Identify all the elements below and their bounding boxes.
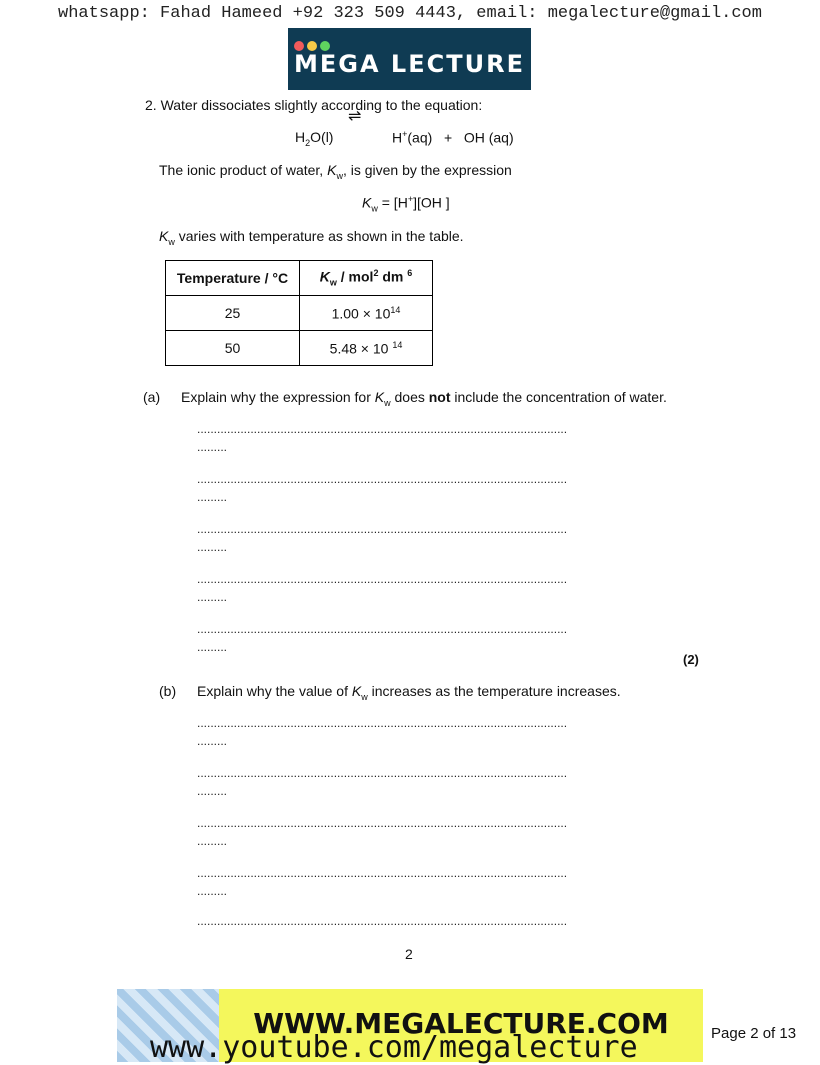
- eq-reactant-sub: 2: [305, 137, 311, 148]
- header-kw: [300, 261, 433, 296]
- header-temperature: Temperature / °C: [166, 261, 300, 296]
- table-row: [166, 331, 433, 366]
- equation-products: [392, 129, 514, 146]
- eq-product1-sup: +: [402, 129, 408, 139]
- part-b-sub: w: [361, 691, 368, 702]
- answer-line[interactable]: ...............................................................................................................: [197, 422, 568, 436]
- answer-line-tail: .........: [197, 784, 228, 798]
- kw-expr-sub: w: [371, 203, 378, 214]
- table-row: [166, 296, 433, 331]
- varies-k: K: [159, 228, 169, 244]
- part-b-pre: Explain why the value of: [197, 683, 352, 699]
- cell-kw: [300, 296, 433, 331]
- kw-varies-text: [159, 228, 464, 247]
- equilibrium-arrow-icon: ⇌: [348, 108, 362, 125]
- answer-line-tail: .........: [197, 490, 228, 504]
- header-kw-rest: / mol: [336, 268, 374, 285]
- kw-expr-end: ][OH ]: [413, 194, 450, 211]
- youtube-link[interactable]: www.youtube.com/megalecture: [150, 1030, 638, 1065]
- varies-rest: varies with temperature as shown in the table.: [174, 228, 464, 244]
- part-b-k: K: [351, 683, 362, 699]
- eq-product2-tail: (aq): [488, 129, 514, 146]
- page-of-total: Page 2 of 13: [711, 1025, 797, 1042]
- eq-product1-tail: (aq): [407, 129, 433, 146]
- mega-lecture-logo: [288, 28, 531, 90]
- cell-kw-main: 5.48 × 10: [329, 340, 389, 357]
- part-a-question: [181, 389, 667, 408]
- answer-line[interactable]: ...............................................................................................................: [197, 866, 568, 880]
- eq-reactant-h: H: [295, 129, 306, 145]
- answer-line-tail: .........: [197, 540, 228, 554]
- cell-temp: 25: [166, 296, 300, 331]
- header-kw-sup2: 6: [407, 268, 413, 279]
- header-kw-k: K: [319, 268, 330, 285]
- header-kw-unit: dm: [378, 268, 404, 285]
- cell-kw-exp: 14: [392, 339, 403, 350]
- logo-text: MEGA LECTURE: [294, 50, 525, 78]
- ionic-k: K: [327, 162, 337, 178]
- part-a-mid: does: [390, 389, 429, 405]
- cell-kw: [300, 331, 433, 366]
- ionic-post: , is given by the expression: [342, 162, 512, 178]
- header-kw-sub: w: [329, 277, 337, 288]
- answer-line[interactable]: ...............................................................................................................: [197, 572, 568, 586]
- answer-line-tail: .........: [197, 440, 228, 454]
- answer-line[interactable]: ...............................................................................................................: [197, 622, 568, 636]
- part-b-question: [197, 683, 621, 702]
- answer-line-tail: .........: [197, 834, 228, 848]
- part-a-pre: Explain why the expression for: [181, 389, 375, 405]
- eq-product2: OH: [463, 129, 485, 146]
- answer-line-tail: .........: [197, 590, 228, 604]
- answer-line[interactable]: ...............................................................................................................: [197, 522, 568, 536]
- part-a-post: include the concentration of water.: [450, 389, 667, 405]
- cell-kw-exp: 14: [390, 304, 401, 315]
- part-a-sub: w: [384, 397, 391, 408]
- answer-line[interactable]: ...............................................................................................................: [197, 816, 568, 830]
- answer-line-tail: .........: [197, 734, 228, 748]
- part-b-post: increases as the temperature increases.: [367, 683, 621, 699]
- eq-plus: +: [443, 129, 453, 146]
- part-a-bold: not: [428, 389, 451, 405]
- answer-line[interactable]: ...............................................................................................................: [197, 766, 568, 780]
- cell-temp: 50: [166, 331, 300, 366]
- answer-line[interactable]: ...............................................................................................................: [197, 716, 568, 730]
- part-b-label: (b): [159, 683, 177, 699]
- part-a-label: (a): [143, 389, 161, 405]
- website-link[interactable]: WWW.MEGALECTURE.COM: [253, 1007, 669, 1040]
- kw-expr-sup: +: [407, 194, 414, 204]
- varies-sub: w: [168, 236, 175, 247]
- page-number: 2: [405, 946, 413, 962]
- question-intro: 2. Water dissociates slightly according to the equation:: [145, 97, 483, 113]
- kw-temperature-table: [165, 260, 433, 366]
- kw-expr-k: K: [362, 194, 372, 211]
- answer-line-tail: .........: [197, 640, 228, 654]
- table-header-row: [166, 261, 433, 296]
- answer-line[interactable]: ...............................................................................................................: [197, 472, 568, 486]
- answer-line-tail: .........: [197, 884, 228, 898]
- ionic-pre: The ionic product of water,: [159, 162, 328, 178]
- answer-line[interactable]: ...............................................................................................................: [197, 914, 568, 928]
- ionic-sub: w: [336, 170, 343, 181]
- eq-reactant-tail: O(l): [310, 129, 334, 145]
- ionic-product-text: [159, 162, 512, 181]
- part-a-marks: (2): [683, 652, 699, 667]
- kw-expr-rest: = [H: [377, 194, 408, 211]
- cell-kw-main: 1.00 × 10: [331, 305, 391, 322]
- kw-expression: [362, 194, 450, 213]
- equation-reactant: [295, 129, 333, 148]
- eq-product1: H: [392, 129, 403, 146]
- contact-header: whatsapp: Fahad Hameed +92 323 509 4443, email: megalecture@gmail.com: [58, 4, 762, 23]
- part-a-k: K: [374, 389, 385, 405]
- header-kw-sup: 2: [373, 268, 379, 279]
